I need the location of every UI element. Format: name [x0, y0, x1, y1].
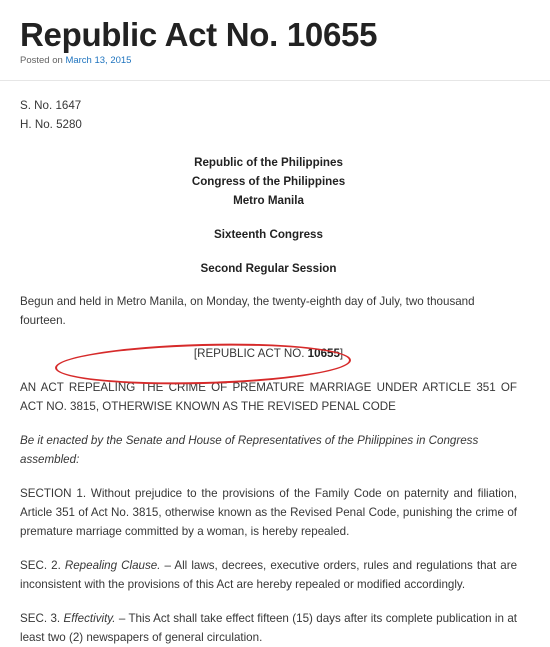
ra-number: 10655 — [307, 347, 340, 360]
republic-act-number-line — [20, 344, 517, 363]
heading-republic: Republic of the Philippines — [194, 156, 343, 169]
section-3 — [20, 609, 517, 647]
ra-prefix: [REPUBLIC ACT NO. — [193, 347, 308, 360]
house-bill-number: H. No. 5280 — [20, 118, 82, 131]
article-content — [20, 96, 517, 647]
section-1: SECTION 1. Without prejudice to the provisions of the Family Code on paternity and filiation, Article 351 of Act No. 3815, otherwise known as the Revised Penal Code, punishing the crime of premature marriage committed by a woman, is hereby repealed. — [20, 487, 517, 538]
section-3-label: SEC. 3. — [20, 612, 64, 625]
senate-bill-number: S. No. 1647 — [20, 99, 82, 112]
heading-congress: Congress of the Philippines — [191, 175, 346, 188]
section-2-title: Repealing Clause. — [64, 559, 161, 572]
act-title: AN ACT REPEALING THE CRIME OF PREMATURE MARRIAGE UNDER ARTICLE 351 OF ACT NO. 3815, OTHERWISE KNOWN AS THE REVISED PENAL CODE — [20, 381, 517, 413]
begun-statement: Begun and held in Metro Manila, on Monday, the twenty-eighth day of July, two thousand fourteen. — [20, 295, 475, 327]
post-date-link[interactable]: March 13, 2015 — [65, 55, 132, 66]
session-name: Second Regular Session — [200, 262, 337, 275]
bill-numbers — [20, 96, 517, 134]
post-meta — [20, 55, 131, 66]
page-header — [0, 0, 550, 81]
section-3-text: – This Act shall take effect fifteen (15) days after its complete publication in at least two (2) newspapers of general circulation. — [20, 612, 518, 644]
section-2-text: – All laws, decrees, executive orders, rules and regulations that are inconsistent with the provisions of this Act are hereby repealed or modified accordingly. — [20, 559, 518, 591]
section-3-title: Effectivity. — [63, 612, 116, 625]
section-2-label: SEC. 2. — [20, 559, 65, 572]
heading-location: Metro Manila — [233, 194, 304, 207]
section-2 — [20, 556, 517, 594]
enacting-clause: Be it enacted by the Senate and House of Representatives of the Philippines in Congress assembled: — [20, 434, 479, 466]
page-title: Republic Act No. 10655 — [20, 16, 378, 53]
posted-on-label: Posted on — [20, 55, 63, 66]
ra-suffix: ] — [339, 347, 344, 360]
congress-number: Sixteenth Congress — [214, 228, 323, 241]
